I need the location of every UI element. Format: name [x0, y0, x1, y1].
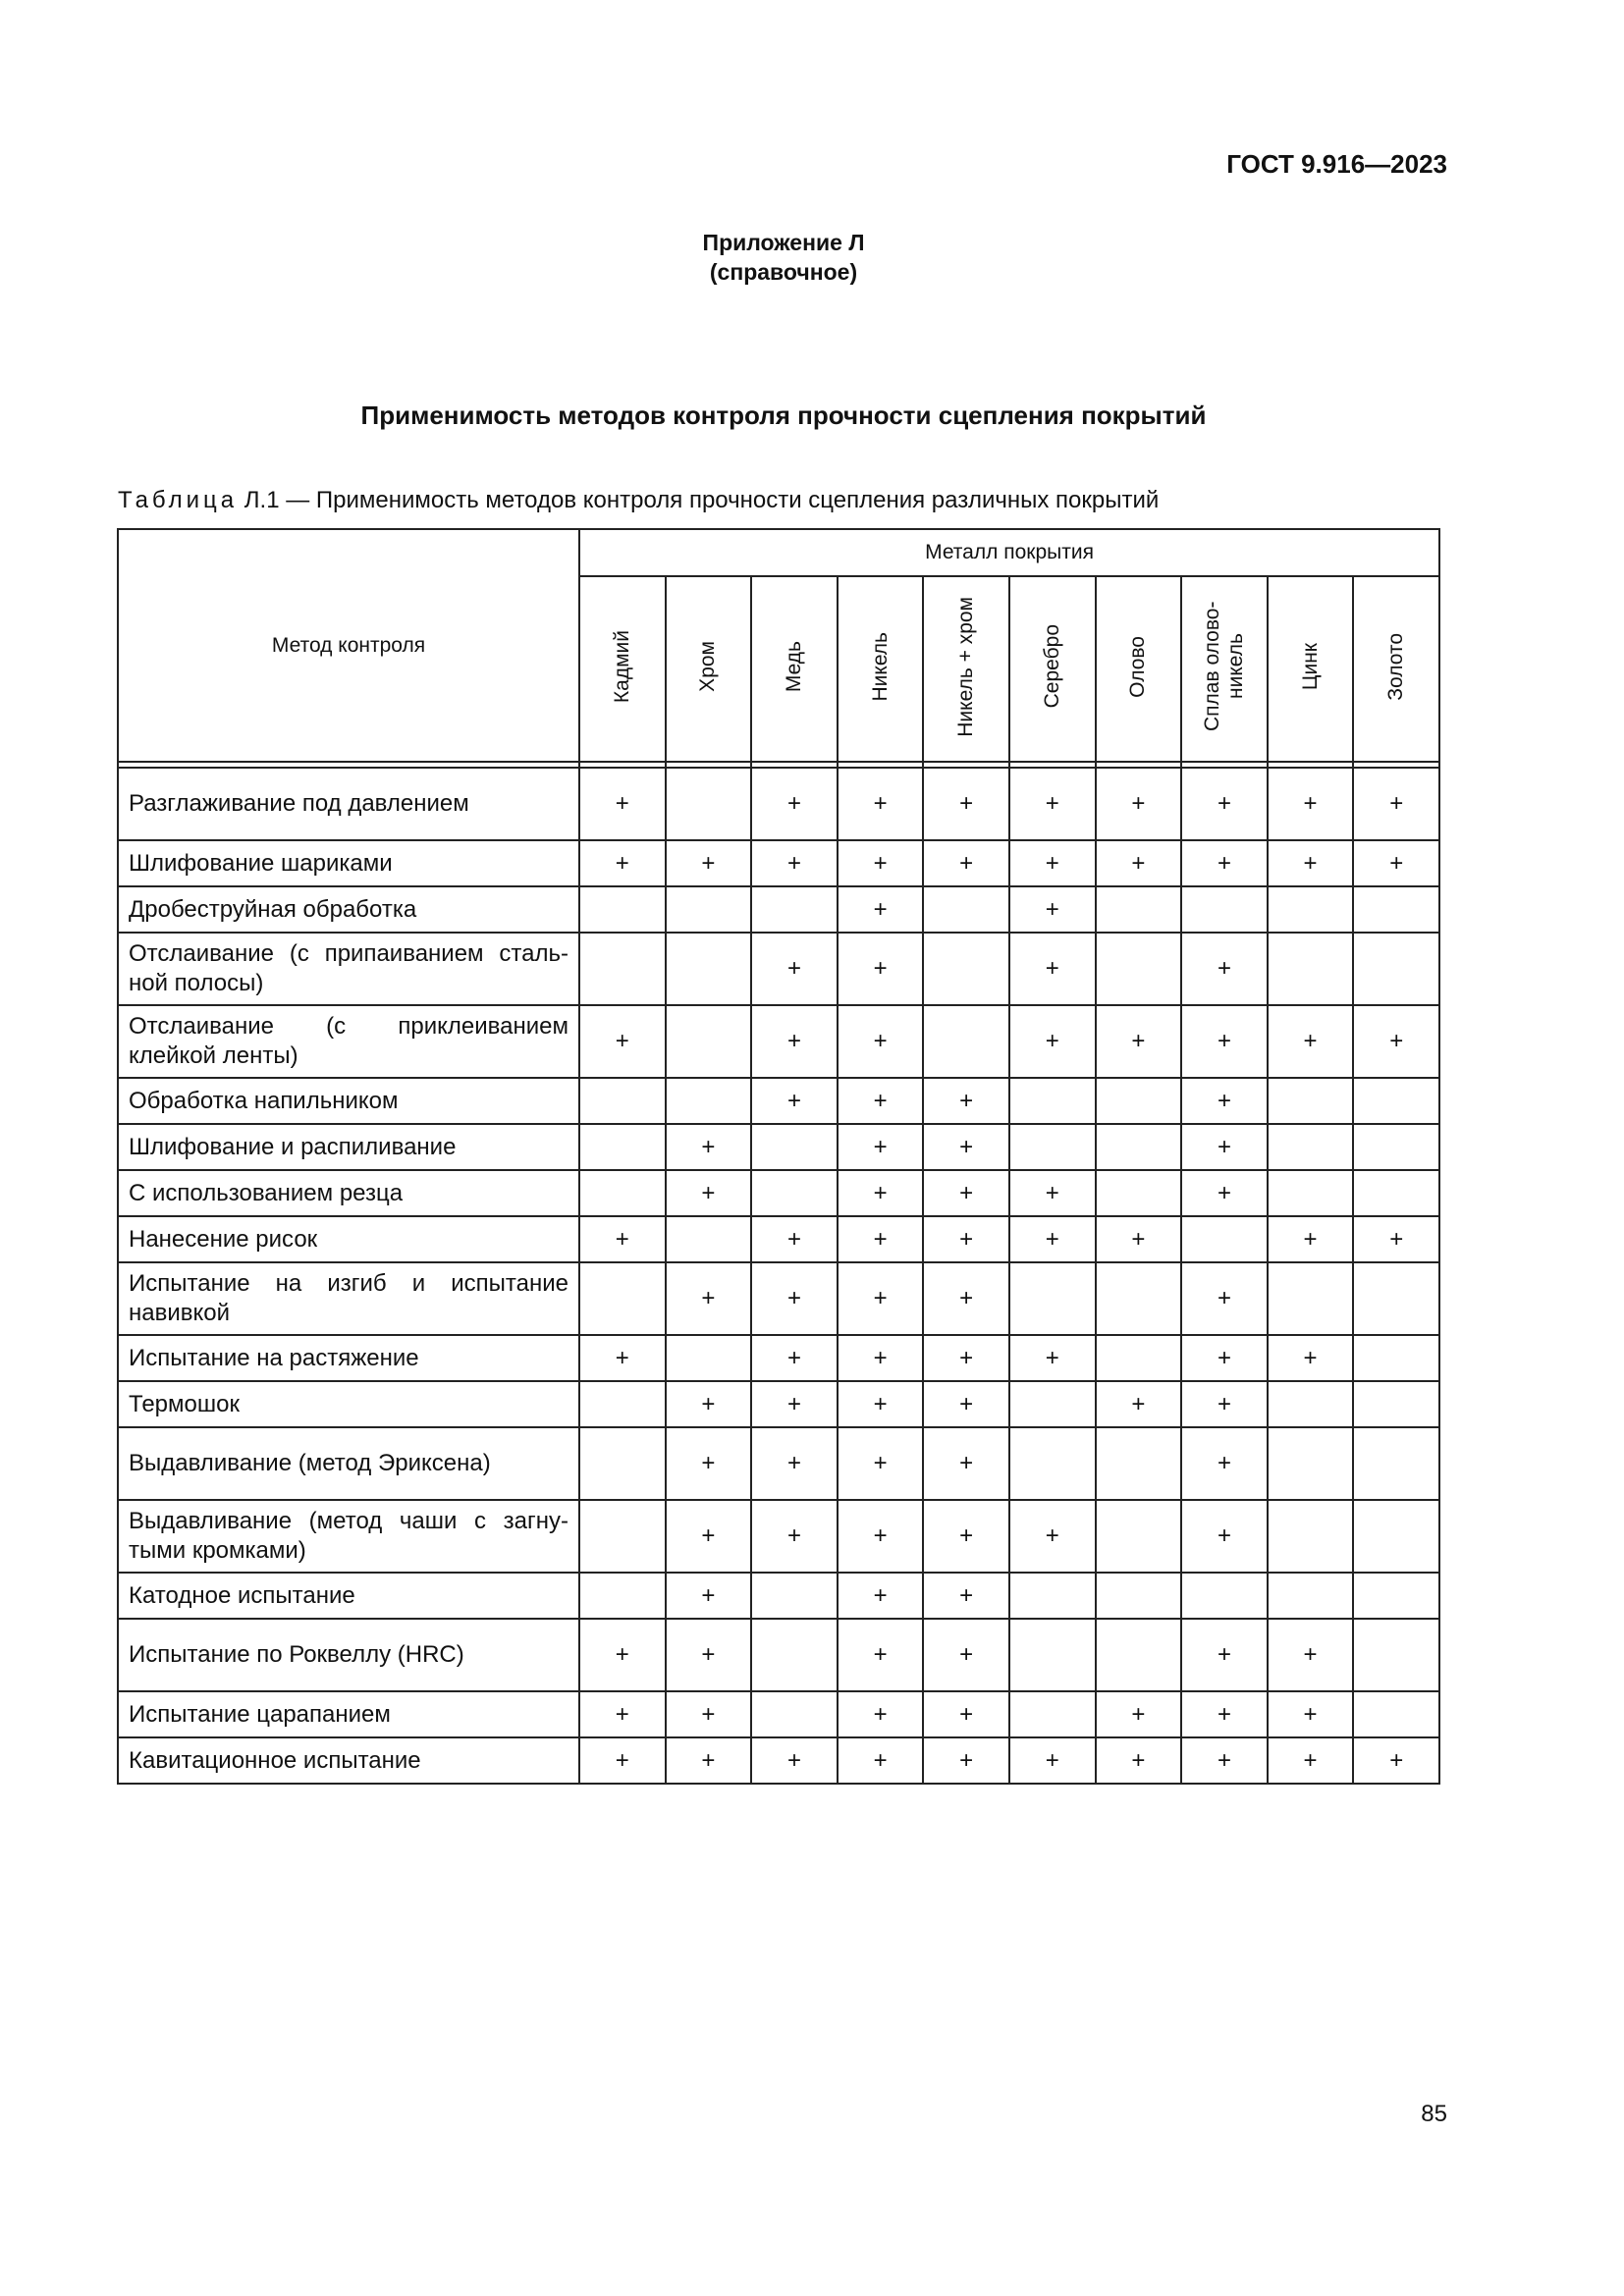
applicability-mark: + [923, 1427, 1009, 1500]
applicability-mark: + [1181, 1078, 1268, 1124]
applicability-mark [1353, 1500, 1439, 1573]
applicability-mark: + [579, 1335, 666, 1381]
applicability-mark [1009, 1573, 1096, 1619]
metal-header-label: Кадмий [610, 629, 633, 704]
applicability-mark: + [838, 1500, 924, 1573]
table-row [118, 1573, 1439, 1619]
metal-header-cell [751, 576, 838, 762]
applicability-mark: + [1181, 1691, 1268, 1737]
applicability-mark: + [1181, 1619, 1268, 1691]
applicability-mark [1096, 886, 1182, 933]
applicability-mark [1181, 1573, 1268, 1619]
applicability-mark: + [923, 1691, 1009, 1737]
table-row [118, 1216, 1439, 1262]
table-caption-prefix: Таблица [118, 487, 239, 513]
applicability-mark [1096, 1078, 1182, 1124]
applicability-mark [923, 886, 1009, 933]
applicability-mark [1096, 1619, 1182, 1691]
method-cell: Испытание на изгиб и испытание навивкой [118, 1262, 579, 1335]
applicability-mark: + [751, 1381, 838, 1427]
applicability-mark [1268, 1427, 1354, 1500]
applicability-mark [579, 1262, 666, 1335]
table-caption-text: Л.1 — Применимость методов контроля прочности сцепления различных покрытий [238, 487, 1160, 513]
applicability-mark [751, 1170, 838, 1216]
applicability-mark: + [838, 840, 924, 886]
metal-header-cell [923, 576, 1009, 762]
applicability-mark [1353, 1691, 1439, 1737]
applicability-mark: + [1181, 840, 1268, 886]
page-number: 85 [1421, 2101, 1447, 2127]
applicability-mark [579, 1500, 666, 1573]
applicability-mark [1268, 1078, 1354, 1124]
applicability-mark [1096, 1262, 1182, 1335]
metal-group-header: Металл покрытия [579, 529, 1439, 576]
applicability-mark [579, 1078, 666, 1124]
applicability-mark [1353, 1381, 1439, 1427]
applicability-mark [579, 1124, 666, 1170]
applicability-mark: + [838, 1573, 924, 1619]
method-cell: Испытание по Роквеллу (HRC) [118, 1619, 579, 1691]
table-row [118, 886, 1439, 933]
method-cell: Разглаживание под давлением [118, 768, 579, 840]
metal-header-cell [838, 576, 924, 762]
applicability-mark: + [1353, 840, 1439, 886]
applicability-mark: + [1181, 1170, 1268, 1216]
table-row [118, 1427, 1439, 1500]
applicability-mark: + [1009, 933, 1096, 1005]
table-row [118, 1078, 1439, 1124]
table-row [118, 1500, 1439, 1573]
applicability-mark [1353, 1573, 1439, 1619]
applicability-mark: + [666, 1500, 752, 1573]
metal-header-cell [1096, 576, 1182, 762]
method-cell: Отслаивание (с припаиванием стальной полосы) [118, 933, 579, 1005]
table-row [118, 1691, 1439, 1737]
applicability-mark: + [923, 1381, 1009, 1427]
applicability-mark: + [1181, 933, 1268, 1005]
applicability-mark [751, 1573, 838, 1619]
table-row [118, 1335, 1439, 1381]
applicability-mark: + [666, 1170, 752, 1216]
table-row [118, 1124, 1439, 1170]
applicability-mark: + [1009, 1170, 1096, 1216]
applicability-mark: + [1096, 1737, 1182, 1784]
method-cell: Выдавливание (метод Эриксена) [118, 1427, 579, 1500]
table-body [118, 762, 1439, 1784]
applicability-mark: + [666, 1737, 752, 1784]
applicability-mark [666, 768, 752, 840]
applicability-mark [1181, 886, 1268, 933]
table-row [118, 1005, 1439, 1078]
applicability-mark [1353, 1619, 1439, 1691]
applicability-mark: + [1181, 768, 1268, 840]
applicability-mark: + [666, 1427, 752, 1500]
applicability-mark [1353, 1262, 1439, 1335]
table-row [118, 1381, 1439, 1427]
applicability-mark [666, 886, 752, 933]
applicability-mark: + [838, 1078, 924, 1124]
applicability-mark: + [923, 768, 1009, 840]
applicability-mark: + [1096, 1381, 1182, 1427]
applicability-mark [1353, 1170, 1439, 1216]
applicability-mark: + [751, 840, 838, 886]
applicability-mark [579, 1427, 666, 1500]
applicability-mark [1353, 1078, 1439, 1124]
method-column-header: Метод контроля [118, 529, 579, 762]
metal-header-label: Медь [782, 640, 805, 693]
table-header [118, 529, 1439, 762]
applicability-mark [1009, 1124, 1096, 1170]
applicability-mark: + [838, 768, 924, 840]
applicability-mark: + [751, 933, 838, 1005]
applicability-mark [579, 1573, 666, 1619]
applicability-mark [1096, 1170, 1182, 1216]
document-code: ГОСТ 9.916—2023 [1226, 149, 1447, 179]
metal-header-label: Никель + хром [954, 596, 978, 737]
metal-header-cell [579, 576, 666, 762]
applicability-mark: + [666, 840, 752, 886]
applicability-mark: + [838, 1619, 924, 1691]
applicability-table [117, 528, 1440, 1785]
applicability-mark: + [838, 1262, 924, 1335]
applicability-mark [1096, 1335, 1182, 1381]
applicability-mark: + [1096, 1005, 1182, 1078]
applicability-mark [666, 1005, 752, 1078]
applicability-mark: + [579, 1691, 666, 1737]
applicability-mark: + [751, 1005, 838, 1078]
applicability-mark: + [923, 1500, 1009, 1573]
applicability-mark: + [1009, 768, 1096, 840]
applicability-mark: + [751, 1216, 838, 1262]
applicability-mark [1096, 1573, 1182, 1619]
metal-header-label: Сплав олово-никель [1200, 601, 1247, 732]
applicability-mark [1353, 933, 1439, 1005]
applicability-mark: + [838, 1737, 924, 1784]
method-cell: Отслаивание (с приклеиванием клейкой ленты) [118, 1005, 579, 1078]
applicability-mark: + [1009, 1737, 1096, 1784]
method-cell: С использованием резца [118, 1170, 579, 1216]
metal-header-cell [1009, 576, 1096, 762]
metal-header-label: Серебро [1040, 624, 1063, 709]
metal-header-label: Цинк [1298, 642, 1322, 691]
applicability-mark: + [838, 1005, 924, 1078]
applicability-mark: + [1096, 1216, 1182, 1262]
applicability-mark: + [1009, 840, 1096, 886]
metal-header-cell [1353, 576, 1439, 762]
table-row [118, 1262, 1439, 1335]
table-row [118, 933, 1439, 1005]
applicability-mark [751, 1124, 838, 1170]
applicability-mark [579, 1170, 666, 1216]
applicability-mark: + [1181, 1427, 1268, 1500]
applicability-mark [1181, 1216, 1268, 1262]
applicability-mark: + [923, 1262, 1009, 1335]
method-cell: Кавитационное испытание [118, 1737, 579, 1784]
applicability-mark: + [838, 1381, 924, 1427]
applicability-mark [1009, 1262, 1096, 1335]
applicability-mark [1009, 1381, 1096, 1427]
applicability-mark [579, 886, 666, 933]
applicability-mark: + [923, 1170, 1009, 1216]
applicability-mark: + [923, 840, 1009, 886]
applicability-mark: + [751, 1500, 838, 1573]
applicability-mark [666, 1216, 752, 1262]
applicability-mark: + [838, 1427, 924, 1500]
applicability-mark: + [1268, 1216, 1354, 1262]
applicability-mark: + [1268, 1005, 1354, 1078]
applicability-mark [1268, 1500, 1354, 1573]
applicability-mark: + [666, 1124, 752, 1170]
metal-header-cell [1268, 576, 1354, 762]
applicability-mark [666, 1335, 752, 1381]
applicability-mark: + [666, 1262, 752, 1335]
applicability-mark [1009, 1691, 1096, 1737]
applicability-mark [666, 933, 752, 1005]
applicability-mark: + [838, 1691, 924, 1737]
applicability-mark: + [838, 933, 924, 1005]
applicability-mark: + [1353, 768, 1439, 840]
method-cell: Шлифование и распиливание [118, 1124, 579, 1170]
applicability-mark: + [838, 1170, 924, 1216]
applicability-mark: + [751, 1427, 838, 1500]
applicability-mark [579, 1381, 666, 1427]
applicability-mark: + [1268, 1691, 1354, 1737]
applicability-mark: + [751, 1335, 838, 1381]
applicability-mark: + [1353, 1737, 1439, 1784]
applicability-mark [1009, 1078, 1096, 1124]
table-row [118, 768, 1439, 840]
applicability-mark: + [1181, 1262, 1268, 1335]
applicability-mark: + [751, 1078, 838, 1124]
applicability-mark: + [1268, 1619, 1354, 1691]
appendix-heading [0, 228, 1567, 287]
applicability-mark: + [1181, 1737, 1268, 1784]
method-cell: Шлифование шариками [118, 840, 579, 886]
applicability-mark [1268, 1381, 1354, 1427]
applicability-mark: + [666, 1381, 752, 1427]
applicability-mark: + [1268, 1737, 1354, 1784]
applicability-mark [1096, 1427, 1182, 1500]
applicability-mark: + [838, 1335, 924, 1381]
method-cell: Катодное испытание [118, 1573, 579, 1619]
applicability-mark [666, 1078, 752, 1124]
applicability-mark: + [1181, 1005, 1268, 1078]
applicability-mark: + [1009, 1005, 1096, 1078]
applicability-mark [1096, 933, 1182, 1005]
applicability-mark: + [1009, 886, 1096, 933]
applicability-mark [1096, 1500, 1182, 1573]
applicability-mark [1096, 1124, 1182, 1170]
method-cell: Обработка напильником [118, 1078, 579, 1124]
applicability-mark: + [923, 1335, 1009, 1381]
applicability-mark: + [1181, 1381, 1268, 1427]
metal-header-cell [1181, 576, 1268, 762]
applicability-mark: + [1009, 1216, 1096, 1262]
table-row [118, 1737, 1439, 1784]
applicability-mark: + [579, 768, 666, 840]
applicability-mark [1268, 1573, 1354, 1619]
metal-header-cell [666, 576, 752, 762]
table-caption [118, 487, 1159, 514]
applicability-mark: + [666, 1619, 752, 1691]
metal-header-label: Никель [868, 631, 892, 702]
applicability-mark: + [1181, 1124, 1268, 1170]
applicability-mark [1268, 1262, 1354, 1335]
table-row [118, 1170, 1439, 1216]
table-row [118, 840, 1439, 886]
applicability-mark [1353, 1335, 1439, 1381]
applicability-mark [579, 933, 666, 1005]
applicability-mark [751, 886, 838, 933]
applicability-mark: + [1268, 840, 1354, 886]
applicability-mark: + [838, 886, 924, 933]
applicability-mark [1268, 1124, 1354, 1170]
applicability-mark [751, 1691, 838, 1737]
applicability-mark: + [1353, 1216, 1439, 1262]
method-cell: Нанесение рисок [118, 1216, 579, 1262]
method-cell: Дробеструйная обработка [118, 886, 579, 933]
metal-header-label: Хром [696, 641, 720, 692]
metal-header-label: Золото [1384, 632, 1408, 701]
applicability-mark: + [1268, 768, 1354, 840]
applicability-mark: + [666, 1573, 752, 1619]
applicability-mark: + [579, 1619, 666, 1691]
applicability-mark: + [579, 1216, 666, 1262]
metal-header-label: Олово [1126, 635, 1150, 698]
method-cell: Испытание царапанием [118, 1691, 579, 1737]
applicability-mark [1009, 1427, 1096, 1500]
applicability-mark [1353, 1427, 1439, 1500]
applicability-mark [923, 1005, 1009, 1078]
applicability-mark: + [751, 768, 838, 840]
applicability-mark: + [923, 1737, 1009, 1784]
applicability-mark: + [923, 1619, 1009, 1691]
applicability-mark: + [1009, 1335, 1096, 1381]
applicability-mark: + [923, 1078, 1009, 1124]
appendix-title: Приложение Л [702, 230, 865, 255]
applicability-mark: + [579, 840, 666, 886]
applicability-mark: + [666, 1691, 752, 1737]
method-cell: Выдавливание (метод чаши с загнутыми кромками) [118, 1500, 579, 1573]
applicability-mark: + [838, 1124, 924, 1170]
applicability-mark: + [751, 1737, 838, 1784]
applicability-mark: + [1353, 1005, 1439, 1078]
applicability-mark [1353, 1124, 1439, 1170]
applicability-mark: + [1096, 840, 1182, 886]
applicability-mark: + [1009, 1500, 1096, 1573]
applicability-mark: + [838, 1216, 924, 1262]
applicability-mark: + [1268, 1335, 1354, 1381]
applicability-mark: + [1181, 1500, 1268, 1573]
applicability-mark: + [579, 1005, 666, 1078]
applicability-mark [923, 933, 1009, 1005]
applicability-mark: + [1096, 1691, 1182, 1737]
applicability-mark: + [923, 1216, 1009, 1262]
table-row [118, 1619, 1439, 1691]
appendix-subtitle: (справочное) [709, 259, 858, 285]
applicability-mark [1268, 1170, 1354, 1216]
section-title: Применимость методов контроля прочности сцепления покрытий [360, 400, 1207, 430]
applicability-mark: + [1181, 1335, 1268, 1381]
applicability-mark: + [1096, 768, 1182, 840]
applicability-mark: + [923, 1124, 1009, 1170]
method-cell: Испытание на растяжение [118, 1335, 579, 1381]
applicability-mark: + [579, 1737, 666, 1784]
applicability-mark [1009, 1619, 1096, 1691]
method-cell: Термошок [118, 1381, 579, 1427]
applicability-mark [1353, 886, 1439, 933]
applicability-mark [751, 1619, 838, 1691]
applicability-mark: + [923, 1573, 1009, 1619]
applicability-mark [1268, 886, 1354, 933]
applicability-mark [1268, 933, 1354, 1005]
applicability-mark: + [751, 1262, 838, 1335]
